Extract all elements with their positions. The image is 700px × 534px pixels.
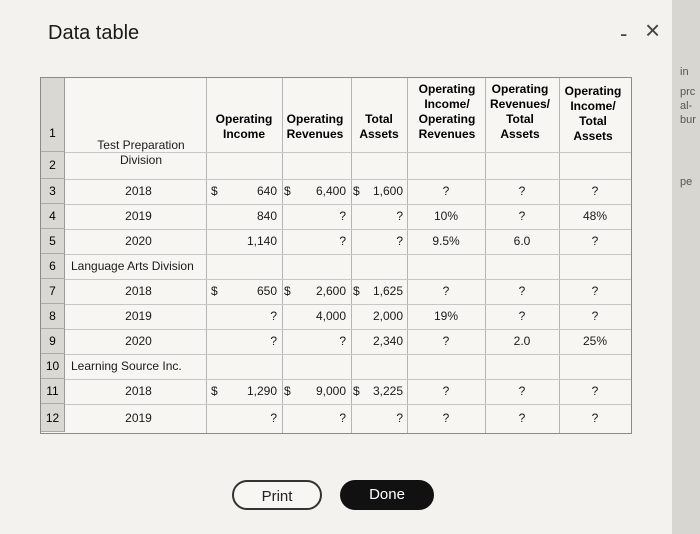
background-text-fragment: in <box>680 66 689 78</box>
income-value: 1,140 <box>246 234 277 248</box>
year-label: 2019 <box>125 309 152 323</box>
ratio-income-assets: ? <box>591 284 599 298</box>
year-label: 2019 <box>125 209 152 223</box>
year-label: 2018 <box>125 284 152 298</box>
row-number: 1 <box>41 78 65 152</box>
year-label: 2020 <box>125 334 152 348</box>
ratio-income-assets: ? <box>591 384 599 398</box>
ratio-income-revenues: 9.5% <box>432 234 460 248</box>
row-number: 11 <box>41 379 65 404</box>
revenues-value: 2,600 <box>315 284 346 298</box>
revenues-value: 9,000 <box>315 384 346 398</box>
dollar-sign: $ <box>353 284 360 298</box>
row-number: 7 <box>41 279 65 304</box>
ratio-revenues-assets: ? <box>518 284 526 298</box>
ratio-revenues-assets: ? <box>518 411 526 425</box>
year-label: 2020 <box>125 234 152 248</box>
ratio-income-revenues: 10% <box>433 209 459 223</box>
row-number: 10 <box>41 354 65 379</box>
header-income-revenues: Operating Income/ Operating Revenues <box>418 82 476 141</box>
dollar-sign: $ <box>353 184 360 198</box>
assets-value: ? <box>396 209 403 223</box>
row-number: 12 <box>41 404 65 432</box>
assets-value: 2,340 <box>372 334 403 348</box>
grid-line <box>65 329 631 330</box>
header-total-assets: Total Assets <box>359 112 399 141</box>
minimize-icon[interactable]: - <box>620 21 628 46</box>
assets-value: 3,225 <box>372 384 403 398</box>
assets-value: ? <box>396 234 403 248</box>
ratio-income-revenues: ? <box>442 184 450 198</box>
grid-line <box>65 229 631 230</box>
ratio-income-assets: ? <box>591 309 599 323</box>
dollar-sign: $ <box>211 184 218 198</box>
row-number: 9 <box>41 329 65 354</box>
background-page-edge <box>672 0 700 534</box>
row-number: 5 <box>41 229 65 254</box>
print-button[interactable]: Print <box>232 480 322 510</box>
year-label: 2019 <box>125 411 152 425</box>
income-value: ? <box>270 411 277 425</box>
background-text-fragment: pe <box>680 176 693 188</box>
ratio-revenues-assets: 2.0 <box>513 334 531 348</box>
grid-line <box>65 304 631 305</box>
revenues-value: ? <box>339 411 346 425</box>
dialog-title: Data table <box>48 22 140 44</box>
header-income-assets: Operating Income/ Total Assets <box>564 84 622 143</box>
income-value: 650 <box>256 284 277 298</box>
row-number: 8 <box>41 304 65 329</box>
dollar-sign: $ <box>284 184 291 198</box>
ratio-income-revenues: ? <box>442 411 450 425</box>
ratio-revenues-assets: 6.0 <box>513 234 531 248</box>
dollar-sign: $ <box>284 384 291 398</box>
ratio-revenues-assets: ? <box>518 384 526 398</box>
income-value: ? <box>270 334 277 348</box>
row-number: 6 <box>41 254 65 279</box>
assets-value: 2,000 <box>372 309 403 323</box>
income-value: ? <box>270 309 277 323</box>
row-number: 3 <box>41 179 65 204</box>
header-operating-revenues: Operating Revenues <box>286 112 344 141</box>
done-button[interactable]: Done <box>340 480 434 510</box>
revenues-value: ? <box>339 234 346 248</box>
ratio-income-assets: 25% <box>582 334 608 348</box>
income-value: 840 <box>256 209 277 223</box>
ratio-income-revenues: ? <box>442 384 450 398</box>
header-revenues-assets: Operating Revenues/ Total Assets <box>489 82 551 141</box>
revenues-value: ? <box>339 209 346 223</box>
grid-line <box>65 379 631 380</box>
revenues-value: ? <box>339 334 346 348</box>
grid-line <box>65 152 631 153</box>
ratio-revenues-assets: ? <box>518 209 526 223</box>
background-text-fragment: prc <box>680 86 696 98</box>
income-value: 1,290 <box>246 384 277 398</box>
group-label: Language Arts Division <box>71 259 194 273</box>
background-text-fragment: al- <box>680 100 693 112</box>
assets-value: 1,600 <box>372 184 403 198</box>
year-label: 2018 <box>125 184 152 198</box>
ratio-income-assets: ? <box>591 411 599 425</box>
year-label: 2018 <box>125 384 152 398</box>
grid-line <box>65 179 631 180</box>
grid-line <box>65 354 631 355</box>
dollar-sign: $ <box>211 284 218 298</box>
assets-value: 1,625 <box>372 284 403 298</box>
header-operating-income: Operating Income <box>215 112 273 141</box>
assets-value: ? <box>396 411 403 425</box>
dollar-sign: $ <box>353 384 360 398</box>
grid-line <box>65 279 631 280</box>
grid-line <box>65 204 631 205</box>
row-number: 2 <box>41 152 65 179</box>
ratio-income-revenues: 19% <box>433 309 459 323</box>
data-table <box>40 77 632 434</box>
ratio-income-revenues: ? <box>442 284 450 298</box>
ratio-income-revenues: ? <box>442 334 450 348</box>
grid-line <box>65 404 631 405</box>
ratio-income-assets: ? <box>591 234 599 248</box>
revenues-value: 6,400 <box>315 184 346 198</box>
grid-line <box>65 254 631 255</box>
close-icon[interactable]: × <box>645 15 661 45</box>
group-label: Test Preparation Division <box>97 138 185 167</box>
ratio-revenues-assets: ? <box>518 309 526 323</box>
ratio-income-assets: 48% <box>582 209 608 223</box>
background-text-fragment: bur <box>680 114 696 126</box>
income-value: 640 <box>256 184 277 198</box>
ratio-income-assets: ? <box>591 184 599 198</box>
dollar-sign: $ <box>284 284 291 298</box>
revenues-value: 4,000 <box>315 309 346 323</box>
row-number: 4 <box>41 204 65 229</box>
dollar-sign: $ <box>211 384 218 398</box>
ratio-revenues-assets: ? <box>518 184 526 198</box>
group-label: Learning Source Inc. <box>71 359 182 373</box>
